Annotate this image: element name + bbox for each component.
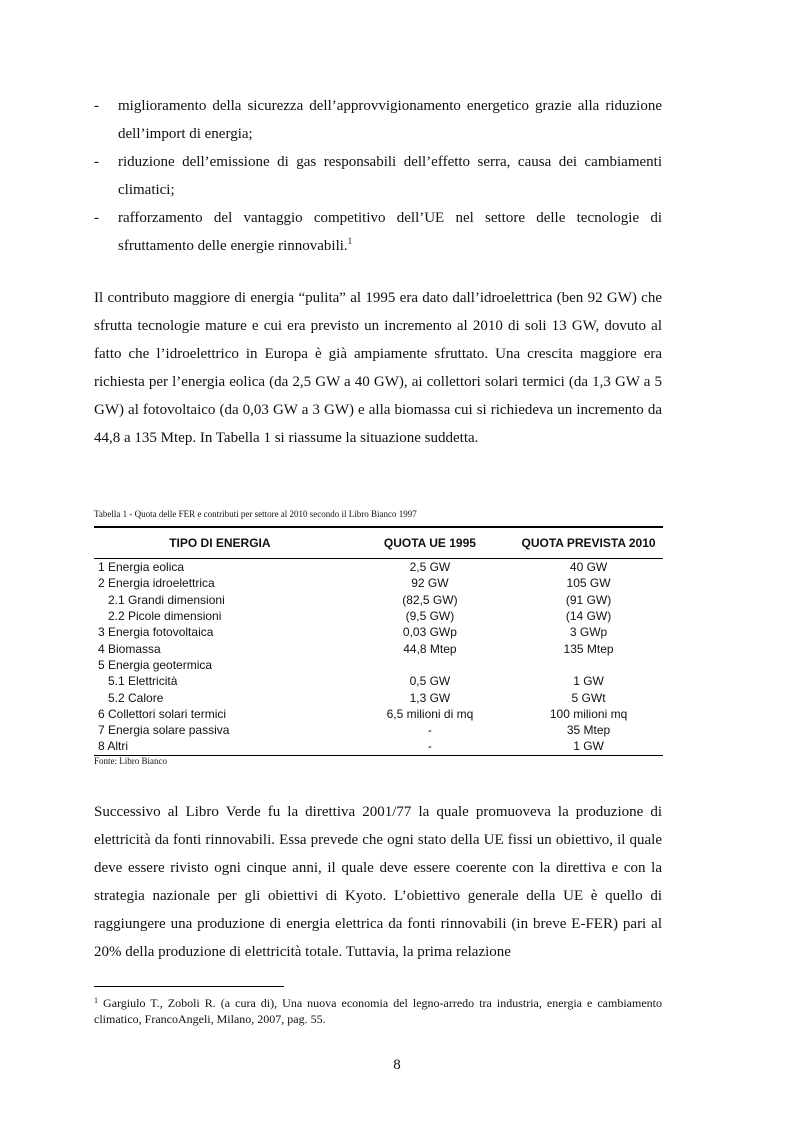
cell-quota-2010: 105 GW [566,576,611,591]
cell-quota-1995: 0,03 GWp [402,625,457,640]
column-header-2010 [514,527,663,559]
cell-quota-1995: 44,8 Mtep [403,641,457,656]
cell-quota-1995: 6,5 milioni di mq [386,706,474,721]
cell-energy-type: 3 Energia fotovoltaica [98,625,214,640]
bullet-dash: - [94,98,99,114]
footnote [94,995,662,1027]
bullet-item [94,148,662,204]
cell-quota-2010: 135 Mtep [563,641,614,656]
table-row [94,722,663,738]
cell-quota-1995: (9,5 GW) [405,609,455,624]
body-paragraph: Successivo al Libro Verde fu la direttiva 2001/77 la quale promuoveva la produzione di elettricità da fonti rinnovabili. Essa prevede che ogni stato della UE fissi un obiettivo, il quale deve essere rivisto ogni cinque anni, il quale deve essere coerente con la direttiva e con la strategia nazionale per gli obiettivi di Kyoto. L’obiettivo generale della UE è quello di raggiungere una produzione di energia elettrica da fonti rinnovabili (in breve E-FER) pari al 20% della produzione di elettricità totale. Tuttavia, la prima relazione [94,804,662,960]
body-paragraph: Il contributo maggiore di energia “pulita” al 1995 era dato dall’idroelettrica (ben 92 GW) che sfrutta tecnologie mature e cui era previsto un incremento al 2010 di soli 13 GW, dovuto al fatto che l’idroelettrico in Europa è già ampiamente sfruttato. Una crescita maggiore era richiesta per l’energia eolica (da 2,5 GW a 40 GW), ai collettori solari termici (da 1,3 GW a 5 GW) al fotovoltaico (da 0,03 GW a 3 GW) e alla biomassa cui si richiedeva un incremento da 44,8 a 135 Mtep. In Tabella 1 si riassume la situazione suddetta. [94,290,662,446]
column-header-type: TIPO DI ENERGIA [94,527,346,559]
cell-energy-type: 5.2 Calore [108,690,164,705]
energy-table [94,526,663,756]
cell-quota-1995: 92 GW [411,576,449,591]
bullet-item [94,92,662,148]
cell-quota-1995: 2,5 GW [409,560,451,575]
cell-energy-type: 8 Altri [94,738,346,755]
cell-energy-type: 5 Energia geotermica [98,657,213,672]
cell-quota-2010: (14 GW) [565,609,612,624]
cell-energy-type: 6 Collettori solari termici [98,706,227,721]
table-row [94,657,663,673]
cell-energy-type: 2 Energia idroelettrica [98,576,215,591]
column-header-2010-text: QUOTA PREVISTA 2010 [521,535,656,550]
footnote-reference[interactable]: 1 [347,236,353,246]
cell-quota-2010: 3 GWp [569,625,608,640]
cell-quota-1995: 1,3 GW [409,690,451,705]
table-row [94,608,663,624]
table-row [94,575,663,591]
cell-quota-2010: 1 GW [573,674,604,689]
table-row [94,673,663,689]
cell-quota-2010: 35 Mtep [566,723,611,738]
bullet-dash: - [94,210,99,226]
table-header-row [94,527,663,559]
cell-quota-2010 [514,657,663,673]
cell-quota-1995 [346,657,514,673]
table-row [94,559,663,576]
cell-energy-type: 7 Energia solare passiva [98,723,230,738]
cell-quota-2010: 5 GWt [571,690,606,705]
table-source: Fonte: Libro Bianco [94,756,167,766]
page-number: 8 [393,1057,401,1073]
cell-quota-1995: 0,5 GW [409,674,451,689]
cell-energy-type: 4 Biomassa [98,641,161,656]
cell-quota-1995: - [427,723,432,738]
table-caption: Tabella 1 - Quota delle FER e contributi per settore al 2010 secondo il Libro Bianco 1997 [94,509,417,519]
cell-quota-2010: 1 GW [514,738,663,755]
bullet-text: rafforzamento del vantaggio competitivo dell’UE nel settore delle tecnologie di sfruttamento delle energie rinnovabili. [118,210,662,254]
cell-quota-2010: 100 milioni mq [549,706,628,721]
cell-quota-2010: 40 GW [569,560,608,575]
cell-energy-type: 2.2 Picole dimensioni [108,609,222,624]
cell-quota-2010: (91 GW) [565,592,612,607]
cell-energy-type: 1 Energia eolica [98,560,185,575]
table-row [94,624,663,640]
table-row [94,689,663,705]
cell-energy-type: 5.1 Elettricità [108,674,178,689]
table-row [94,640,663,656]
footnote-divider [94,986,284,987]
bullet-list [94,92,662,260]
table-row [94,738,663,755]
bullet-dash: - [94,154,99,170]
table-body [94,559,663,756]
cell-energy-type: 2.1 Grandi dimensioni [108,592,225,607]
bullet-text: miglioramento della sicurezza dell’approvvigionamento energetico grazie alla riduzione dell’import di energia; [118,98,662,142]
footnote-text: Gargiulo T., Zoboli R. (a cura di), Una nuova economia del legno-arredo tra industria, energia e cambiamento climatico, FrancoAngeli, Milano, 2007, pag. 55. [94,996,662,1026]
column-header-1995: QUOTA UE 1995 [346,527,514,559]
table-row [94,706,663,722]
bullet-text: riduzione dell’emissione di gas responsabili dell’effetto serra, causa dei cambiamenti climatici; [118,154,662,198]
bullet-item [94,204,662,260]
footnote-number: 1 [94,996,98,1005]
cell-quota-1995: (82,5 GW) [402,592,458,607]
table-row [94,592,663,608]
cell-quota-1995: - [346,738,514,755]
